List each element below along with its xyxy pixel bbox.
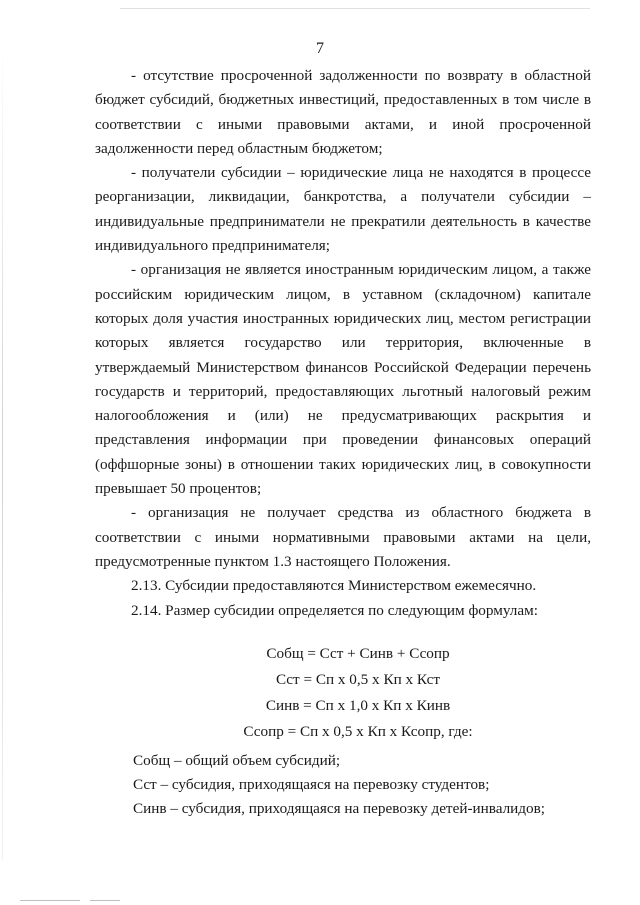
paragraph-no-other-funds: - организация не получает средства из областного бюджета в соответствии с иными нормативными правовыми актами на цели, предусмотренные пунктом 1.3 настоящего Положения. bbox=[95, 504, 591, 570]
paragraph-2-13: 2.13. Субсидии предоставляются Министерством ежемесячно. bbox=[131, 577, 537, 595]
scan-left-edge bbox=[2, 40, 3, 860]
scan-top-artifact bbox=[120, 8, 590, 9]
definitions-block bbox=[95, 749, 591, 822]
document-body bbox=[95, 64, 591, 822]
formula-students: Сст = Сп х 0,5 х Кп х Кст bbox=[275, 670, 441, 688]
definition-total: Собщ – общий объем субсидий; bbox=[133, 751, 341, 769]
page-number: 7 bbox=[316, 40, 324, 57]
scan-bottom-artifact bbox=[90, 900, 120, 901]
paragraph-no-reorganization: - получатели субсидии – юридические лица не находятся в процессе реорганизации, ликвидации, банкротства, а получатели субсидии – индивидуальные предприниматели не прекратили деятельность в качестве индивидуального предпринимателя; bbox=[95, 164, 591, 255]
formula-disabled-children: Синв = Сп х 1,0 х Кп х Кинв bbox=[265, 696, 451, 714]
formula-block bbox=[95, 641, 591, 745]
formula-total: Собщ = Сст + Синв + Ссопр bbox=[266, 644, 450, 662]
paragraph-no-debt: - отсутствие просроченной задолженности по возврату в областной бюджет субсидий, бюджетных инвестиций, предоставленных в том числе в соответствии с иными правовыми актами, и иной просроченной задолженности перед областным бюджетом; bbox=[95, 67, 591, 157]
definition-students: Сст – субсидия, приходящаяся на перевозку студентов; bbox=[133, 776, 490, 794]
formula-escort: Ссопр = Сп х 0,5 х Кп х Ксопр, где: bbox=[243, 722, 473, 740]
paragraph-2-14: 2.14. Размер субсидии определяется по следующим формулам: bbox=[131, 601, 538, 619]
paragraph-not-foreign: - организация не является иностранным юридическим лицом, а также российским юридическим лицом, в уставном (складочном) капитале которых доля участия иностранных юридических лиц, местом регистрации которых является государство или территория, включенные в утверждаемый Министерством финансов Российской Федерации перечень государств и территорий, предоставляющих льготный налоговый режим налогообложения и (или) не предусматривающих раскрытия и представления информации при проведении финансовых операций (оффшорные зоны) в отношении таких юридических лиц, в совокупности превышает 50 процентов; bbox=[95, 261, 591, 498]
spacer bbox=[95, 623, 591, 641]
definition-disabled-children: Синв – субсидия, приходящаяся на перевозку детей-инвалидов; bbox=[133, 800, 546, 818]
scan-bottom-artifact bbox=[20, 900, 80, 901]
